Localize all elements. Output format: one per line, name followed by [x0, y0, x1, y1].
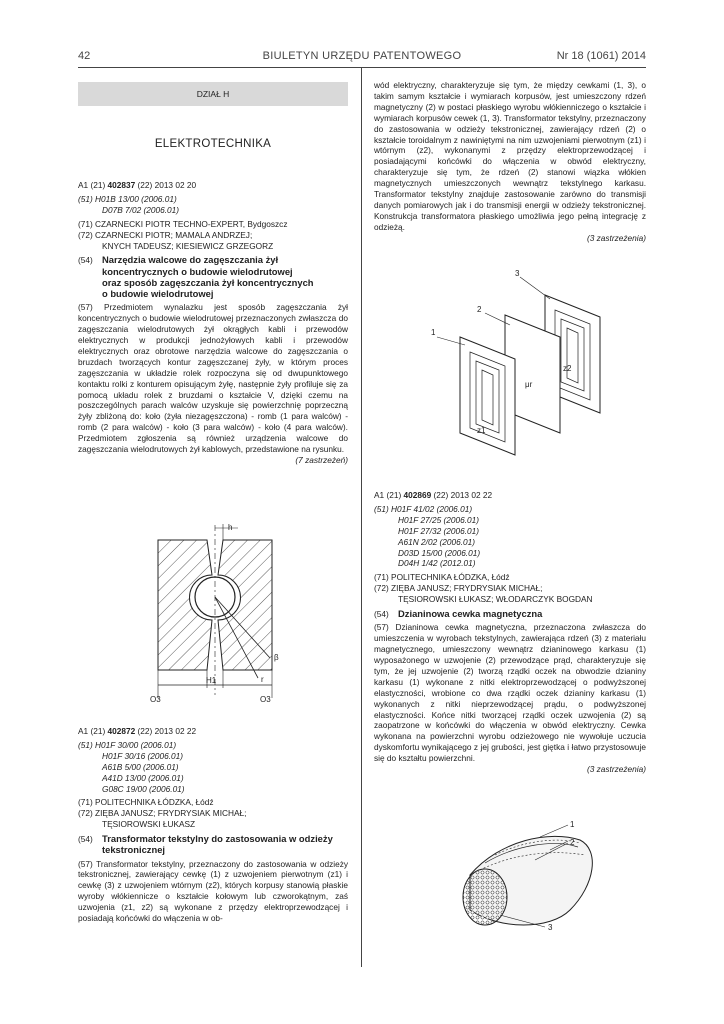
ipc-class: H01F 27/25 (2006.01)	[398, 514, 480, 525]
label-o3-left: O3	[150, 695, 161, 704]
ipc-class: G08C 19/00 (2006.01)	[102, 783, 185, 794]
bulletin-title: BIULETYN URZĘDU PATENTOWEGO	[262, 50, 462, 62]
label-h1: H1	[206, 676, 217, 685]
title-line: Narzędzia walcowe do zagęszczania żył	[102, 254, 279, 266]
ipc-class: H01F 27/32 (2006.01)	[398, 525, 480, 536]
label-2: 2	[477, 305, 482, 314]
inventors: (72) CZARNECKI PIOTR; MAMALA ANDRZEJ;	[78, 229, 253, 240]
ipc-class: (51) H01F 41/02 (2006.01)	[374, 503, 473, 514]
label-z1: z1	[477, 426, 486, 435]
applicant: (71) POLITECHNIKA ŁÓDZKA, Łódź	[78, 797, 214, 808]
label-o3-right: O3	[260, 695, 271, 704]
entry-date: (22) 2013 02 22	[137, 726, 197, 736]
title-line: oraz sposób zagęszczania żył koncentrycznych	[102, 276, 314, 288]
inventors: (72) ZIĘBA JANUSZ; FRYDRYSIAK MICHAŁ;	[78, 808, 247, 819]
title-code: (54)	[374, 609, 389, 620]
applicant: (71) POLITECHNIKA ŁÓDZKA, Łódź	[374, 572, 510, 583]
title-line: tekstronicznej	[102, 844, 166, 856]
abstract-continued: wód elektryczny, charakteryzuje się tym, że między cewkami (1, 3), o takim samym kształcie i wymiarach korpusów, jest umieszczony rdzeń magnetyczny (2) w postaci płaskiego wyrobu włókienniczego o kształcie i wymiarach korpusów cewek (1, 3). Transformator tekstylny, przeznaczony do zastosowania w odzieży tekstronicznej, zawierający rdzeń (2) o kształcie toroidalnym z nawiniętymi na nim uzwojeniami pierwotnym (z1) i wtórnym (z2), wykonanymi z przędzy elektroprzewodzącej i posiadającymi końcówki do włączenia w obwód elektryczny, charakteryzuje się tym, że rdzeń (2) stanowi wiązka włókien magnetycznych umieszczonych wewnątrz tekstylnego karkasu. Transformator tekstylny znajduje zastosowanie zarówno do transmisji danych pomiarowych jak i do transmisji energii w odzieży tekstronicznej. Konstrukcja transformatora płaskiego umożliwia jego pełną integrację z odzieżą.	[374, 80, 646, 232]
claims-count: (3 zastrzeżenia)	[586, 232, 646, 243]
entry-title	[78, 254, 348, 299]
ipc-class: D03D 15/00 (2006.01)	[398, 547, 481, 558]
title-code: (54)	[78, 834, 93, 845]
entry-number: 402869	[403, 490, 432, 500]
textile-transformer-figure	[425, 265, 615, 465]
ipc-class: H01F 30/16 (2006.01)	[102, 750, 184, 761]
label-1: 1	[431, 328, 436, 337]
inventors: (72) ZIĘBA JANUSZ; FRYDRYSIAK MICHAŁ;	[374, 583, 543, 594]
page-number: 42	[78, 50, 91, 62]
title-line: Transformator tekstylny do zastosowania w odzieży	[102, 833, 333, 845]
page-header	[78, 50, 646, 64]
label-z2: z2	[563, 364, 572, 373]
entry-title	[78, 833, 348, 855]
claims-count: (7 zastrzeżeń)	[295, 454, 348, 465]
label-3: 3	[548, 923, 553, 932]
entry-402837	[78, 180, 348, 466]
ipc-class: (51) H01F 30/00 (2006.01)	[78, 739, 177, 750]
entry-header	[78, 726, 348, 737]
label-3: 3	[515, 269, 520, 278]
rolling-tool-figure	[140, 520, 290, 710]
applicant: (71) CZARNECKI PIOTR TECHNO-EXPERT, Bydgoszcz	[78, 218, 288, 229]
entry-header	[78, 180, 348, 191]
label-r: r	[261, 675, 264, 684]
column-divider	[361, 67, 362, 967]
label-h: h	[228, 523, 233, 532]
entry-402872-continued	[374, 80, 646, 244]
issue-number: Nr 18 (1061) 2014	[556, 50, 646, 62]
entry-code: A1 (21)	[78, 726, 106, 736]
entry-date: (22) 2013 02 20	[137, 180, 197, 190]
knitted-coil-figure	[440, 815, 620, 940]
ipc-class: D07B 7/02 (2006.01)	[102, 204, 180, 215]
abstract: (57) Dzianinowa cewka magnetyczna, przeznaczona zwłaszcza do umieszczenia w wyrobach tekstylnych, zawierająca rdzeń (3) z materiału magnetycznego, umieszczony wewnątrz dzianinowego karkasu (1) wyposażonego w uzwojenie (2) przewodzące prąd, charakteryzuje się tym, że jej uzwojenie (2) tworzą rządki oczek na obwodzie dzianiny karkasu (1) wykonane z nitki elektroprzewodzącej o podwyższonej elastyczności, wrobione co dwa rządki oczek dzianiny karkasu (1) wykonanych z nitki nieprzewodzącej prądu, o podwyższonej elastyczności. Końce nitki tworzącej rządki oczek uzwojenia (2) są zaopatrzone w końcówki do włączenia w obwód elektryczny. Cewka wykonana na powierzchni wyrobu odzieżowego nie wywołuje uczucia dyskomfortu wynikającego z jej grubości, jest giętka i łatwo przystosowuje się do kształtu powierzchni.	[374, 622, 646, 764]
entry-header	[374, 490, 646, 501]
inventors: TĘSIOROWSKI ŁUKASZ; WŁODARCZYK BOGDAN	[398, 594, 593, 605]
section-box: DZIAŁ H	[78, 82, 348, 106]
section-title: ELEKTROTECHNIKA	[154, 138, 272, 150]
abstract: (57) Transformator tekstylny, przeznaczony do zastosowania w odzieży tekstronicznej, zawierający cewkę (1) z uzwojeniem pierwotnym (z1) i cewkę (3) z uzwojeniem wtórnym (z2), których korpusy stanowią płaskie wyroby włókiennicze o kształcie kołowym lub czworokątnym, zaś uzwojenia (z1, z2) są wykonane z przędzy elektroprzewodzącej i posiadają końcówki do włączenia w ob-	[78, 858, 348, 924]
title-code: (54)	[78, 255, 93, 266]
entry-title	[374, 608, 646, 619]
entry-402872	[78, 726, 348, 924]
label-1: 1	[570, 820, 575, 829]
label-2: 2	[570, 838, 575, 847]
label-beta: β	[274, 653, 279, 662]
title-line: o budowie wielodrutowej	[102, 288, 214, 300]
inventors: TĘSIOROWSKI ŁUKASZ	[102, 819, 196, 830]
title-line: Dzianinowa cewka magnetyczna	[398, 608, 543, 620]
ipc-class: A61N 2/02 (2006.01)	[398, 536, 476, 547]
ipc-class: A61B 5/00 (2006.01)	[102, 761, 179, 772]
header-rule	[78, 67, 646, 68]
ipc-class: (51) H01B 13/00 (2006.01)	[78, 193, 177, 204]
ipc-class: D04H 1/42 (2012.01)	[398, 558, 476, 569]
entry-date: (22) 2013 02 22	[433, 490, 493, 500]
entry-402869	[374, 490, 646, 775]
entry-code: A1 (21)	[78, 180, 106, 190]
label-mu: μr	[525, 380, 533, 389]
abstract: (57) Przedmiotem wynalazku jest sposób zagęszczania żył koncentrycznych o budowie wielodrutowej przeznaczonych zwłaszcza do zagęszczania wielodrutowych żył okrągłych kabli i przewodów elektrycznych w produkcji jednożyłowych kabli i przewodów elektrycznych oraz obrotowe narzędzia walcowe do zagęszczania o bruzdach tworzących kontur zagęszczanej żyły, w którym proces zagęszczania w układzie rolek rozpoczyna się od dwupunktowego kontaktu rolki z konturem opisującym żyłę, następnie żyły profiluje się za pomocą układu rolek z bruzdami o kształcie V, dzięki czemu na poszczególnych parach walców uzyskuje się powierzchnię poprzeczną żyły zbliżoną do: koło (żyła niezagęszczona) - romb (1 para walców) - romb (2 para walców) - koło (3 para walców) - koło (4 para walców). Przedmiotem zgłoszenia są również urządzenia walcowe do zagęszczania wielodrutowych żył kablowych, przedstawione na rysunku.	[78, 302, 348, 455]
entry-number: 402837	[107, 180, 136, 190]
inventors: KNYCH TADEUSZ; KIESIEWICZ GRZEGORZ	[102, 240, 274, 251]
entry-number: 402872	[107, 726, 136, 736]
entry-code: A1 (21)	[374, 490, 402, 500]
ipc-class: A41D 13/00 (2006.01)	[102, 772, 184, 783]
title-line: koncentrycznych o budowie wielodrutowej	[102, 265, 293, 277]
claims-count: (3 zastrzeżenia)	[586, 764, 646, 775]
